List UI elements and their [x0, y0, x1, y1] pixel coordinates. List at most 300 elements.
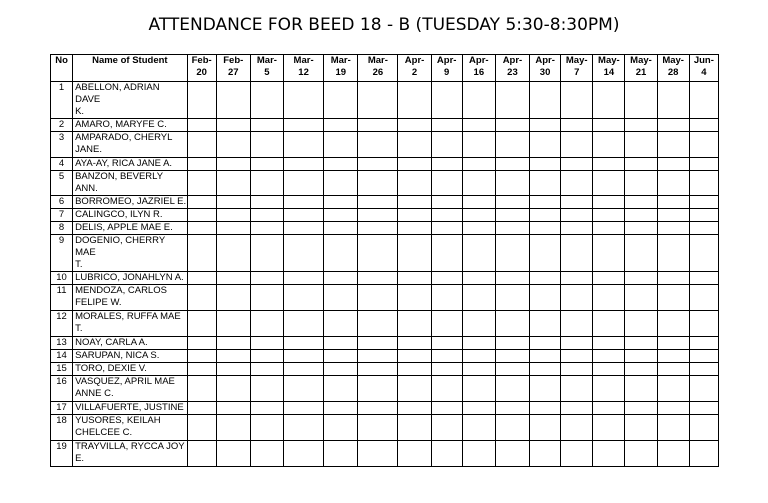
attendance-cell[interactable] — [284, 196, 324, 209]
attendance-cell[interactable] — [530, 376, 561, 402]
attendance-cell[interactable] — [216, 285, 250, 311]
attendance-cell[interactable] — [625, 209, 657, 222]
attendance-cell[interactable] — [561, 235, 593, 272]
attendance-cell[interactable] — [216, 171, 250, 196]
attendance-cell[interactable] — [250, 222, 283, 235]
attendance-cell[interactable] — [284, 350, 324, 363]
attendance-cell[interactable] — [431, 441, 462, 467]
attendance-cell[interactable] — [431, 222, 462, 235]
attendance-cell[interactable] — [561, 376, 593, 402]
attendance-cell[interactable] — [324, 272, 358, 285]
attendance-cell[interactable] — [689, 376, 718, 402]
attendance-cell[interactable] — [216, 119, 250, 132]
attendance-cell[interactable] — [689, 132, 718, 158]
attendance-cell[interactable] — [462, 171, 495, 196]
attendance-cell[interactable] — [561, 337, 593, 350]
attendance-cell[interactable] — [187, 235, 216, 272]
attendance-cell[interactable] — [398, 337, 431, 350]
attendance-cell[interactable] — [530, 132, 561, 158]
attendance-cell[interactable] — [530, 363, 561, 376]
attendance-cell[interactable] — [657, 415, 689, 441]
attendance-cell[interactable] — [284, 158, 324, 171]
attendance-cell[interactable] — [561, 402, 593, 415]
attendance-cell[interactable] — [462, 82, 495, 119]
attendance-cell[interactable] — [657, 132, 689, 158]
attendance-cell[interactable] — [398, 350, 431, 363]
attendance-cell[interactable] — [324, 415, 358, 441]
attendance-cell[interactable] — [398, 376, 431, 402]
attendance-cell[interactable] — [358, 337, 398, 350]
attendance-cell[interactable] — [593, 222, 625, 235]
attendance-cell[interactable] — [462, 119, 495, 132]
attendance-cell[interactable] — [284, 82, 324, 119]
attendance-cell[interactable] — [284, 337, 324, 350]
attendance-cell[interactable] — [657, 402, 689, 415]
attendance-cell[interactable] — [657, 119, 689, 132]
attendance-cell[interactable] — [462, 209, 495, 222]
attendance-cell[interactable] — [284, 285, 324, 311]
attendance-cell[interactable] — [495, 82, 529, 119]
attendance-cell[interactable] — [216, 132, 250, 158]
attendance-cell[interactable] — [625, 376, 657, 402]
attendance-cell[interactable] — [495, 350, 529, 363]
attendance-cell[interactable] — [530, 337, 561, 350]
attendance-cell[interactable] — [431, 82, 462, 119]
attendance-cell[interactable] — [284, 376, 324, 402]
attendance-cell[interactable] — [462, 337, 495, 350]
attendance-cell[interactable] — [358, 415, 398, 441]
attendance-cell[interactable] — [250, 337, 283, 350]
attendance-cell[interactable] — [689, 272, 718, 285]
attendance-cell[interactable] — [561, 272, 593, 285]
attendance-cell[interactable] — [462, 402, 495, 415]
attendance-cell[interactable] — [625, 337, 657, 350]
attendance-cell[interactable] — [431, 402, 462, 415]
attendance-cell[interactable] — [216, 350, 250, 363]
attendance-cell[interactable] — [324, 376, 358, 402]
attendance-cell[interactable] — [593, 171, 625, 196]
attendance-cell[interactable] — [495, 363, 529, 376]
attendance-cell[interactable] — [561, 363, 593, 376]
attendance-cell[interactable] — [561, 82, 593, 119]
attendance-cell[interactable] — [358, 158, 398, 171]
attendance-cell[interactable] — [216, 82, 250, 119]
attendance-cell[interactable] — [593, 402, 625, 415]
attendance-cell[interactable] — [495, 158, 529, 171]
attendance-cell[interactable] — [398, 415, 431, 441]
attendance-cell[interactable] — [625, 82, 657, 119]
attendance-cell[interactable] — [495, 171, 529, 196]
attendance-cell[interactable] — [216, 222, 250, 235]
attendance-cell[interactable] — [625, 222, 657, 235]
attendance-cell[interactable] — [593, 235, 625, 272]
attendance-cell[interactable] — [431, 209, 462, 222]
attendance-cell[interactable] — [530, 209, 561, 222]
attendance-cell[interactable] — [324, 337, 358, 350]
attendance-cell[interactable] — [593, 285, 625, 311]
attendance-cell[interactable] — [593, 350, 625, 363]
attendance-cell[interactable] — [689, 222, 718, 235]
attendance-cell[interactable] — [462, 363, 495, 376]
attendance-cell[interactable] — [324, 132, 358, 158]
attendance-cell[interactable] — [689, 402, 718, 415]
attendance-cell[interactable] — [358, 82, 398, 119]
attendance-cell[interactable] — [689, 415, 718, 441]
attendance-cell[interactable] — [462, 441, 495, 467]
attendance-cell[interactable] — [431, 171, 462, 196]
attendance-cell[interactable] — [398, 171, 431, 196]
attendance-cell[interactable] — [284, 402, 324, 415]
attendance-cell[interactable] — [284, 441, 324, 467]
attendance-cell[interactable] — [689, 82, 718, 119]
attendance-cell[interactable] — [689, 337, 718, 350]
attendance-cell[interactable] — [462, 222, 495, 235]
attendance-cell[interactable] — [657, 311, 689, 337]
attendance-cell[interactable] — [689, 171, 718, 196]
attendance-cell[interactable] — [530, 441, 561, 467]
attendance-cell[interactable] — [462, 158, 495, 171]
attendance-cell[interactable] — [250, 285, 283, 311]
attendance-cell[interactable] — [187, 272, 216, 285]
attendance-cell[interactable] — [216, 196, 250, 209]
attendance-cell[interactable] — [250, 441, 283, 467]
attendance-cell[interactable] — [462, 376, 495, 402]
attendance-cell[interactable] — [398, 235, 431, 272]
attendance-cell[interactable] — [530, 272, 561, 285]
attendance-cell[interactable] — [284, 415, 324, 441]
attendance-cell[interactable] — [561, 350, 593, 363]
attendance-cell[interactable] — [657, 171, 689, 196]
attendance-cell[interactable] — [187, 402, 216, 415]
attendance-cell[interactable] — [561, 285, 593, 311]
attendance-cell[interactable] — [216, 415, 250, 441]
attendance-cell[interactable] — [530, 311, 561, 337]
attendance-cell[interactable] — [625, 158, 657, 171]
attendance-cell[interactable] — [250, 363, 283, 376]
attendance-cell[interactable] — [358, 235, 398, 272]
attendance-cell[interactable] — [625, 132, 657, 158]
attendance-cell[interactable] — [358, 285, 398, 311]
attendance-cell[interactable] — [625, 171, 657, 196]
attendance-cell[interactable] — [561, 222, 593, 235]
attendance-cell[interactable] — [625, 235, 657, 272]
attendance-cell[interactable] — [495, 196, 529, 209]
attendance-cell[interactable] — [324, 158, 358, 171]
attendance-cell[interactable] — [495, 272, 529, 285]
attendance-cell[interactable] — [657, 363, 689, 376]
attendance-cell[interactable] — [530, 222, 561, 235]
attendance-cell[interactable] — [561, 171, 593, 196]
attendance-cell[interactable] — [187, 285, 216, 311]
attendance-cell[interactable] — [398, 285, 431, 311]
attendance-cell[interactable] — [358, 376, 398, 402]
attendance-cell[interactable] — [398, 222, 431, 235]
attendance-cell[interactable] — [625, 415, 657, 441]
attendance-cell[interactable] — [284, 209, 324, 222]
attendance-cell[interactable] — [689, 235, 718, 272]
attendance-cell[interactable] — [495, 222, 529, 235]
attendance-cell[interactable] — [324, 402, 358, 415]
attendance-cell[interactable] — [398, 402, 431, 415]
attendance-cell[interactable] — [431, 272, 462, 285]
attendance-cell[interactable] — [593, 311, 625, 337]
attendance-cell[interactable] — [462, 350, 495, 363]
attendance-cell[interactable] — [284, 171, 324, 196]
attendance-cell[interactable] — [284, 363, 324, 376]
attendance-cell[interactable] — [530, 415, 561, 441]
attendance-cell[interactable] — [358, 171, 398, 196]
attendance-cell[interactable] — [358, 350, 398, 363]
attendance-cell[interactable] — [250, 415, 283, 441]
attendance-cell[interactable] — [324, 350, 358, 363]
attendance-cell[interactable] — [431, 311, 462, 337]
attendance-cell[interactable] — [689, 311, 718, 337]
attendance-cell[interactable] — [431, 415, 462, 441]
attendance-cell[interactable] — [625, 363, 657, 376]
attendance-cell[interactable] — [657, 272, 689, 285]
attendance-cell[interactable] — [324, 311, 358, 337]
attendance-cell[interactable] — [657, 350, 689, 363]
attendance-cell[interactable] — [324, 209, 358, 222]
attendance-cell[interactable] — [689, 119, 718, 132]
attendance-cell[interactable] — [657, 337, 689, 350]
attendance-cell[interactable] — [530, 171, 561, 196]
attendance-cell[interactable] — [530, 235, 561, 272]
attendance-cell[interactable] — [358, 119, 398, 132]
attendance-cell[interactable] — [250, 119, 283, 132]
attendance-cell[interactable] — [324, 363, 358, 376]
attendance-cell[interactable] — [398, 363, 431, 376]
attendance-cell[interactable] — [216, 311, 250, 337]
attendance-cell[interactable] — [593, 441, 625, 467]
attendance-cell[interactable] — [250, 376, 283, 402]
attendance-cell[interactable] — [187, 222, 216, 235]
attendance-cell[interactable] — [216, 363, 250, 376]
attendance-cell[interactable] — [593, 415, 625, 441]
attendance-cell[interactable] — [187, 350, 216, 363]
attendance-cell[interactable] — [398, 441, 431, 467]
attendance-cell[interactable] — [657, 158, 689, 171]
attendance-cell[interactable] — [593, 132, 625, 158]
attendance-cell[interactable] — [495, 415, 529, 441]
attendance-cell[interactable] — [358, 441, 398, 467]
attendance-cell[interactable] — [250, 350, 283, 363]
attendance-cell[interactable] — [593, 209, 625, 222]
attendance-cell[interactable] — [398, 158, 431, 171]
attendance-cell[interactable] — [250, 311, 283, 337]
attendance-cell[interactable] — [495, 209, 529, 222]
attendance-cell[interactable] — [462, 235, 495, 272]
attendance-cell[interactable] — [250, 196, 283, 209]
attendance-cell[interactable] — [431, 363, 462, 376]
attendance-cell[interactable] — [324, 222, 358, 235]
attendance-cell[interactable] — [187, 441, 216, 467]
attendance-cell[interactable] — [530, 350, 561, 363]
attendance-cell[interactable] — [689, 363, 718, 376]
attendance-cell[interactable] — [495, 119, 529, 132]
attendance-cell[interactable] — [250, 132, 283, 158]
attendance-cell[interactable] — [187, 311, 216, 337]
attendance-cell[interactable] — [625, 285, 657, 311]
attendance-cell[interactable] — [495, 402, 529, 415]
attendance-cell[interactable] — [398, 209, 431, 222]
attendance-cell[interactable] — [495, 132, 529, 158]
attendance-cell[interactable] — [431, 337, 462, 350]
attendance-cell[interactable] — [530, 402, 561, 415]
attendance-cell[interactable] — [284, 132, 324, 158]
attendance-cell[interactable] — [216, 337, 250, 350]
attendance-cell[interactable] — [462, 196, 495, 209]
attendance-cell[interactable] — [657, 82, 689, 119]
attendance-cell[interactable] — [625, 196, 657, 209]
attendance-cell[interactable] — [284, 119, 324, 132]
attendance-cell[interactable] — [495, 285, 529, 311]
attendance-cell[interactable] — [250, 82, 283, 119]
attendance-cell[interactable] — [462, 272, 495, 285]
attendance-cell[interactable] — [495, 311, 529, 337]
attendance-cell[interactable] — [530, 285, 561, 311]
attendance-cell[interactable] — [431, 285, 462, 311]
attendance-cell[interactable] — [561, 415, 593, 441]
attendance-cell[interactable] — [216, 376, 250, 402]
attendance-cell[interactable] — [216, 158, 250, 171]
attendance-cell[interactable] — [187, 119, 216, 132]
attendance-cell[interactable] — [398, 311, 431, 337]
attendance-cell[interactable] — [431, 158, 462, 171]
attendance-cell[interactable] — [358, 363, 398, 376]
attendance-cell[interactable] — [462, 311, 495, 337]
attendance-cell[interactable] — [250, 171, 283, 196]
attendance-cell[interactable] — [358, 402, 398, 415]
attendance-cell[interactable] — [625, 350, 657, 363]
attendance-cell[interactable] — [657, 441, 689, 467]
attendance-cell[interactable] — [398, 119, 431, 132]
attendance-cell[interactable] — [216, 441, 250, 467]
attendance-cell[interactable] — [187, 82, 216, 119]
attendance-cell[interactable] — [689, 158, 718, 171]
attendance-cell[interactable] — [462, 415, 495, 441]
attendance-cell[interactable] — [625, 441, 657, 467]
attendance-cell[interactable] — [561, 441, 593, 467]
attendance-cell[interactable] — [561, 196, 593, 209]
attendance-cell[interactable] — [187, 171, 216, 196]
attendance-cell[interactable] — [431, 119, 462, 132]
attendance-cell[interactable] — [689, 196, 718, 209]
attendance-cell[interactable] — [250, 235, 283, 272]
attendance-cell[interactable] — [593, 272, 625, 285]
attendance-cell[interactable] — [657, 196, 689, 209]
attendance-cell[interactable] — [462, 285, 495, 311]
attendance-cell[interactable] — [358, 196, 398, 209]
attendance-cell[interactable] — [593, 82, 625, 119]
attendance-cell[interactable] — [689, 441, 718, 467]
attendance-cell[interactable] — [324, 235, 358, 272]
attendance-cell[interactable] — [625, 402, 657, 415]
attendance-cell[interactable] — [216, 235, 250, 272]
attendance-cell[interactable] — [324, 285, 358, 311]
attendance-cell[interactable] — [530, 196, 561, 209]
attendance-cell[interactable] — [398, 196, 431, 209]
attendance-cell[interactable] — [324, 119, 358, 132]
attendance-cell[interactable] — [358, 222, 398, 235]
attendance-cell[interactable] — [593, 119, 625, 132]
attendance-cell[interactable] — [561, 311, 593, 337]
attendance-cell[interactable] — [462, 132, 495, 158]
attendance-cell[interactable] — [561, 119, 593, 132]
attendance-cell[interactable] — [398, 132, 431, 158]
attendance-cell[interactable] — [625, 272, 657, 285]
attendance-cell[interactable] — [530, 119, 561, 132]
attendance-cell[interactable] — [324, 82, 358, 119]
attendance-cell[interactable] — [495, 441, 529, 467]
attendance-cell[interactable] — [187, 132, 216, 158]
attendance-cell[interactable] — [216, 209, 250, 222]
attendance-cell[interactable] — [358, 132, 398, 158]
attendance-cell[interactable] — [324, 171, 358, 196]
attendance-cell[interactable] — [324, 196, 358, 209]
attendance-cell[interactable] — [431, 350, 462, 363]
attendance-cell[interactable] — [625, 311, 657, 337]
attendance-cell[interactable] — [495, 337, 529, 350]
attendance-cell[interactable] — [593, 196, 625, 209]
attendance-cell[interactable] — [398, 272, 431, 285]
attendance-cell[interactable] — [250, 272, 283, 285]
attendance-cell[interactable] — [431, 196, 462, 209]
attendance-cell[interactable] — [561, 132, 593, 158]
attendance-cell[interactable] — [187, 363, 216, 376]
attendance-cell[interactable] — [495, 376, 529, 402]
attendance-cell[interactable] — [187, 196, 216, 209]
attendance-cell[interactable] — [358, 209, 398, 222]
attendance-cell[interactable] — [187, 337, 216, 350]
attendance-cell[interactable] — [530, 158, 561, 171]
attendance-cell[interactable] — [561, 209, 593, 222]
attendance-cell[interactable] — [187, 209, 216, 222]
attendance-cell[interactable] — [495, 235, 529, 272]
attendance-cell[interactable] — [689, 209, 718, 222]
attendance-cell[interactable] — [657, 235, 689, 272]
attendance-cell[interactable] — [657, 285, 689, 311]
attendance-cell[interactable] — [689, 285, 718, 311]
attendance-cell[interactable] — [358, 272, 398, 285]
attendance-cell[interactable] — [431, 376, 462, 402]
attendance-cell[interactable] — [593, 376, 625, 402]
attendance-cell[interactable] — [431, 235, 462, 272]
attendance-cell[interactable] — [250, 158, 283, 171]
attendance-cell[interactable] — [284, 222, 324, 235]
attendance-cell[interactable] — [431, 132, 462, 158]
attendance-cell[interactable] — [398, 82, 431, 119]
attendance-cell[interactable] — [657, 376, 689, 402]
attendance-cell[interactable] — [593, 363, 625, 376]
attendance-cell[interactable] — [187, 158, 216, 171]
attendance-cell[interactable] — [250, 209, 283, 222]
attendance-cell[interactable] — [250, 402, 283, 415]
attendance-cell[interactable] — [216, 272, 250, 285]
attendance-cell[interactable] — [593, 158, 625, 171]
attendance-cell[interactable] — [284, 272, 324, 285]
attendance-cell[interactable] — [689, 350, 718, 363]
attendance-cell[interactable] — [358, 311, 398, 337]
attendance-cell[interactable] — [657, 209, 689, 222]
attendance-cell[interactable] — [284, 235, 324, 272]
attendance-cell[interactable] — [657, 222, 689, 235]
attendance-cell[interactable] — [187, 376, 216, 402]
attendance-cell[interactable] — [530, 82, 561, 119]
attendance-cell[interactable] — [593, 337, 625, 350]
attendance-cell[interactable] — [625, 119, 657, 132]
attendance-cell[interactable] — [561, 158, 593, 171]
